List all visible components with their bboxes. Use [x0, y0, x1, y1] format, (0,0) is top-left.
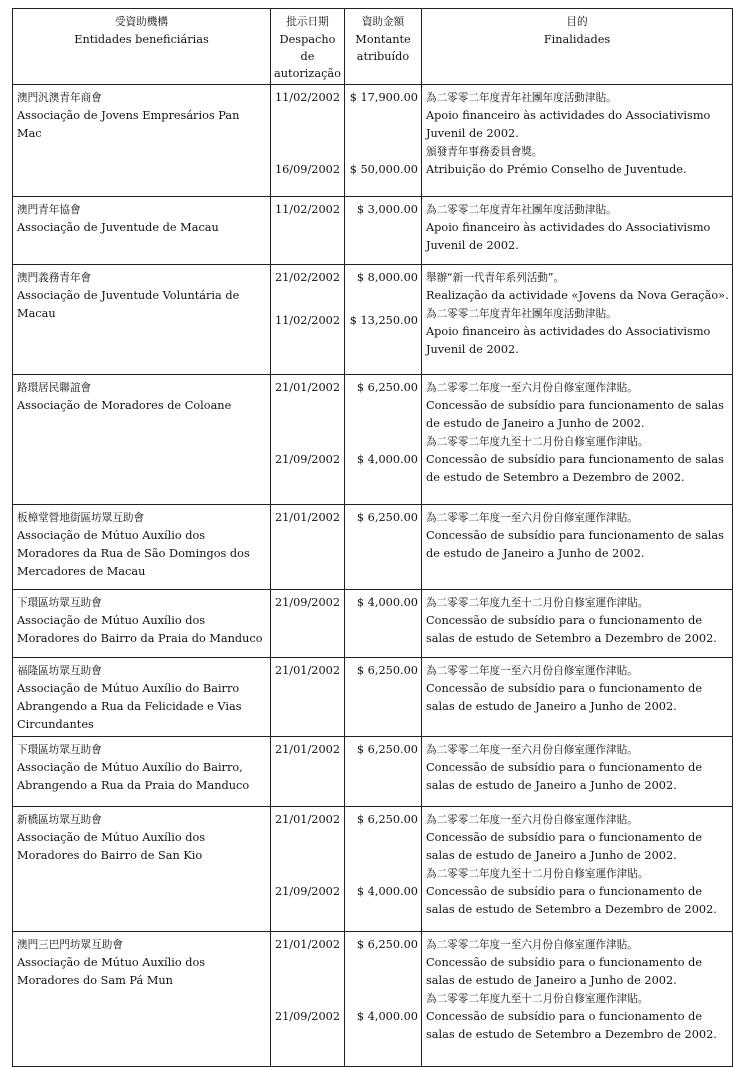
entity-cell [13, 658, 271, 737]
purpose-cell [422, 375, 733, 505]
spacer [345, 287, 418, 312]
amount-cell [345, 932, 422, 1067]
purpose-cell [422, 737, 733, 807]
date-cell [271, 658, 345, 737]
amount-cell [345, 590, 422, 658]
header-amount-pt-1: Montante [355, 33, 411, 46]
entity-name-pt: Associação de Mútuo Auxílio do Bairro, Abrangendo a Rua da Praia do Manduco [17, 761, 250, 792]
entity-name-zh: 新橋區坊眾互助會 [17, 814, 102, 826]
entity-name-zh: 下環區坊眾互助會 [17, 744, 102, 756]
grant-date: 21/02/2002 [274, 271, 341, 284]
header-amount-pt-2: atribuído [356, 50, 410, 63]
table-row [13, 265, 733, 375]
header-date-pt-2: autorização [274, 67, 341, 80]
purpose-zh: 為二零零二年度青年社團年度活動津貼。 [426, 308, 617, 320]
header-purpose [422, 9, 733, 85]
table-row [13, 590, 733, 658]
grant-amount: $ 8,000.00 [356, 271, 418, 284]
purpose-zh: 為二零零二年度一至六月份自修室運作津貼。 [426, 665, 638, 677]
entity-cell [13, 590, 271, 658]
purpose-pt: Concessão de subsídio para funcionamento de salas de estudo de Janeiro a Junho de 2002. [426, 399, 724, 430]
grant-date: 11/02/2002 [274, 203, 341, 216]
date-cell [271, 932, 345, 1067]
entity-cell [13, 375, 271, 505]
header-date [271, 9, 345, 85]
spacer [271, 954, 344, 1008]
grant-amount: $ 6,250.00 [356, 511, 418, 524]
purpose-pt: Concessão de subsídio para funcionamento de salas de estudo de Janeiro a Junho de 2002. [426, 529, 724, 560]
purpose-zh: 為二零零二年度一至六月份自修室運作津貼。 [426, 512, 638, 524]
grant-amount: $ 3,000.00 [356, 203, 418, 216]
grant-date: 21/01/2002 [274, 664, 341, 677]
grant-date: 21/01/2002 [274, 813, 341, 826]
header-date-pt-1: Despacho de [279, 33, 336, 63]
purpose-cell [422, 658, 733, 737]
entity-name-pt: Associação de Mútuo Auxílio dos Moradores do Bairro de San Kio [17, 831, 206, 862]
entity-name-pt: Associação de Moradores de Coloane [17, 399, 232, 412]
amount-cell [345, 737, 422, 807]
purpose-zh: 為二零零二年度九至十二月份自修室運作津貼。 [426, 436, 649, 448]
entity-name-zh: 澳門義務青年會 [17, 272, 92, 284]
date-cell [271, 505, 345, 590]
purpose-zh: 舉辦“新一代青年系列活動”。 [426, 272, 565, 284]
purpose-pt: Concessão de subsídio para funcionamento de salas de estudo de Setembro a Dezembro de 2002. [426, 453, 724, 484]
grant-date: 21/09/2002 [274, 596, 341, 609]
grant-amount: $ 4,000.00 [356, 1010, 418, 1023]
grant-date: 21/09/2002 [274, 885, 341, 898]
grant-date: 21/01/2002 [274, 938, 341, 951]
purpose-cell [422, 85, 733, 197]
grant-date: 11/02/2002 [274, 91, 341, 104]
date-cell [271, 265, 345, 375]
header-purpose-zh: 目的 [566, 16, 588, 28]
table-row [13, 658, 733, 737]
purpose-pt: Realização da actividade «Jovens da Nova Geração». [426, 289, 729, 302]
purpose-zh: 為二零零二年度一至六月份自修室運作津貼。 [426, 814, 638, 826]
amount-cell [345, 197, 422, 265]
spacer [271, 829, 344, 883]
date-cell [271, 375, 345, 505]
purpose-cell [422, 505, 733, 590]
grant-amount: $ 13,250.00 [349, 314, 418, 327]
entity-name-pt: Associação de Mútuo Auxílio dos Moradores do Sam Pá Mun [17, 956, 206, 987]
header-amount-zh: 資助金額 [361, 16, 405, 28]
amount-cell [345, 85, 422, 197]
table-row [13, 85, 733, 197]
header-entities [13, 9, 271, 85]
entity-name-pt: Associação de Mútuo Auxílio dos Moradores da Rua de São Domingos dos Mercadores de Macau [17, 529, 250, 578]
entity-name-pt: Associação de Juventude de Macau [17, 221, 219, 234]
purpose-zh: 為二零零二年度一至六月份自修室運作津貼。 [426, 382, 638, 394]
grant-date: 11/02/2002 [274, 314, 341, 327]
entity-name-pt: Associação de Mútuo Auxílio dos Moradores do Bairro da Praia do Manduco [17, 614, 263, 645]
entity-cell [13, 505, 271, 590]
purpose-cell [422, 265, 733, 375]
table-row [13, 197, 733, 265]
grant-date: 21/01/2002 [274, 511, 341, 524]
amount-cell [345, 375, 422, 505]
date-cell [271, 807, 345, 932]
grant-amount: $ 6,250.00 [356, 938, 418, 951]
purpose-zh: 為二零零二年度九至十二月份自修室運作津貼。 [426, 597, 649, 609]
purpose-pt: Concessão de subsídio para o funcionamento de salas de estudo de Setembro a Dezembro de 2002. [426, 1010, 717, 1041]
grant-amount: $ 6,250.00 [356, 743, 418, 756]
purpose-pt: Concessão de subsídio para o funcionamento de salas de estudo de Janeiro a Junho de 2002. [426, 682, 703, 713]
entity-cell [13, 737, 271, 807]
purpose-zh: 為二零零二年度九至十二月份自修室運作津貼。 [426, 993, 649, 1005]
purpose-pt: Concessão de subsídio para o funcionamento de salas de estudo de Janeiro a Junho de 2002. [426, 761, 703, 792]
spacer [271, 107, 344, 161]
entity-name-zh: 下環區坊眾互助會 [17, 597, 102, 609]
table-row [13, 737, 733, 807]
spacer [345, 397, 418, 451]
purpose-zh: 為二零零二年度一至六月份自修室運作津貼。 [426, 744, 638, 756]
header-purpose-pt: Finalidades [543, 33, 611, 46]
table-row [13, 807, 733, 932]
entity-cell [13, 807, 271, 932]
entity-name-zh: 澳門汎澳青年商會 [17, 92, 102, 104]
purpose-pt: Apoio financeiro às actividades do Associativismo Juvenil de 2002. [426, 109, 711, 140]
purpose-cell [422, 807, 733, 932]
table-row [13, 505, 733, 590]
spacer [345, 954, 418, 1008]
grant-date: 21/01/2002 [274, 381, 341, 394]
grant-amount: $ 6,250.00 [356, 381, 418, 394]
entity-cell [13, 265, 271, 375]
table-row [13, 932, 733, 1067]
amount-cell [345, 265, 422, 375]
grant-amount: $ 4,000.00 [356, 596, 418, 609]
entity-name-pt: Associação de Jovens Empresários Pan Mac [17, 109, 240, 140]
header-amount [345, 9, 422, 85]
header-entities-zh: 受資助機構 [115, 16, 168, 28]
purpose-pt: Concessão de subsídio para o funcionamento de salas de estudo de Setembro a Dezembro de 2002. [426, 614, 717, 645]
spacer [345, 829, 418, 883]
header-date-zh: 批示日期 [286, 16, 329, 28]
grant-date: 21/09/2002 [274, 453, 341, 466]
entity-name-zh: 福隆區坊眾互助會 [17, 665, 102, 677]
grant-date: 21/09/2002 [274, 1010, 341, 1023]
entity-cell [13, 85, 271, 197]
purpose-pt: Concessão de subsídio para o funcionamento de salas de estudo de Setembro a Dezembro de 2002. [426, 885, 717, 916]
date-cell [271, 197, 345, 265]
entity-name-pt: Associação de Juventude Voluntária de Macau [17, 289, 240, 320]
table-row [13, 375, 733, 505]
amount-cell [345, 807, 422, 932]
spacer [345, 107, 418, 161]
amount-cell [345, 505, 422, 590]
entity-cell [13, 197, 271, 265]
header-row [13, 9, 733, 85]
entity-name-pt: Associação de Mútuo Auxílio do Bairro Abrangendo a Rua da Felicidade e Vias Circundantes [17, 682, 242, 731]
purpose-pt: Atribuição do Prémio Conselho de Juventude. [426, 163, 687, 176]
purpose-zh: 為二零零二年度九至十二月份自修室運作津貼。 [426, 868, 649, 880]
purpose-pt: Apoio financeiro às actividades do Associativismo Juvenil de 2002. [426, 325, 711, 356]
grant-date: 21/01/2002 [274, 743, 341, 756]
grant-amount: $ 4,000.00 [356, 453, 418, 466]
grants-table [12, 8, 733, 1067]
purpose-zh: 為二零零二年度青年社團年度活動津貼。 [426, 204, 617, 216]
grant-amount: $ 6,250.00 [356, 813, 418, 826]
grant-amount: $ 6,250.00 [356, 664, 418, 677]
purpose-pt: Apoio financeiro às actividades do Associativismo Juvenil de 2002. [426, 221, 711, 252]
purpose-cell [422, 932, 733, 1067]
purpose-zh: 頒發青年事務委員會獎。 [426, 146, 543, 158]
grant-amount: $ 50,000.00 [349, 163, 418, 176]
date-cell [271, 737, 345, 807]
date-cell [271, 590, 345, 658]
purpose-cell [422, 590, 733, 658]
purpose-zh: 為二零零二年度青年社團年度活動津貼。 [426, 92, 617, 104]
grant-date: 16/09/2002 [274, 163, 341, 176]
purpose-cell [422, 197, 733, 265]
entity-name-zh: 板樟堂營地街區坊眾互助會 [17, 512, 145, 524]
grant-amount: $ 17,900.00 [349, 91, 418, 104]
grant-amount: $ 4,000.00 [356, 885, 418, 898]
purpose-pt: Concessão de subsídio para o funcionamento de salas de estudo de Janeiro a Junho de 2002. [426, 956, 703, 987]
amount-cell [345, 658, 422, 737]
purpose-zh: 為二零零二年度一至六月份自修室運作津貼。 [426, 939, 638, 951]
spacer [271, 287, 344, 312]
entity-cell [13, 932, 271, 1067]
purpose-pt: Concessão de subsídio para o funcionamento de salas de estudo de Janeiro a Junho de 2002. [426, 831, 703, 862]
spacer [271, 397, 344, 451]
entity-name-zh: 澳門三巴門坊眾互助會 [17, 939, 123, 951]
date-cell [271, 85, 345, 197]
entity-name-zh: 路環居民聯誼會 [17, 382, 92, 394]
header-entities-pt: Entidades beneficiárias [74, 33, 209, 46]
entity-name-zh: 澳門青年協會 [17, 204, 81, 216]
